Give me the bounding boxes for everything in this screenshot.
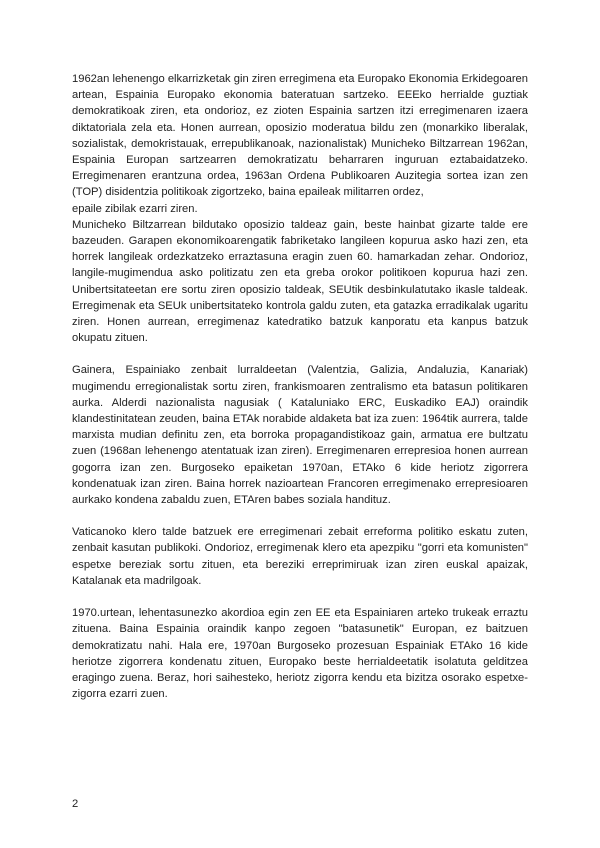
page-number: 2: [72, 798, 79, 810]
paragraph-munich-intro: 1962an lehenengo elkarrizketak gin ziren erregimena eta Europako Ekonomia Erkidegoaren artean, Espainia Europako ekonomia bateratuan sartzeko. EEEko herrialde guztiak demokratikoak ziren, eta ondorioz, ez zioten Espainia sartzen itzi erregimenaren izaera diktatoriala zela eta. Honen aurrean, oposizio moderatua bildu zen (monarkiko liberalak, sozialistak, demokristauak, errepublikanoak, nazionalistak) Municheko Biltzarrean 1962an, Espainia Europan sartzearren demokratizatu beharraren inguruan eztabaidatzeko. Erregimenaren erantzuna ordea, 1963an Ordena Publikoaren Auzitegia sortea izan zen (TOP) disidentzia politikoak zigortzeko, baina epaileak militarren ordez,: [72, 73, 528, 199]
paragraph-clergy: Vaticanoko klero talde batzuek ere erregimenari zebait erreforma politiko eskatu zuten, zenbait kasutan publikoki. Ondorioz, erregimenak klero eta apezpiku "gorri eta komunisten" espetxe bereziak sortu zituen, eta bereziki erreprimiruak izan ziren euskal apaizak, Katalanak eta madrilgoak.: [72, 526, 528, 587]
paragraph-spacer: [72, 346, 528, 362]
paragraph-1970-agreement: 1970.urtean, lehentasunezko akordioa egin zen EE eta Espainiaren arteko trukeak erraztu zituena. Baina Espainia oraindik kanpo zegoen "batasunetik" Europan, ez baitzuen demokratizatu nahi. Hala ere, 1970an Burgoseko prozesuan Espainiak ETAko 16 kide heriotze zigorrera kondenatu zituen, Europako beste herrialdeetatik isolatuta gelditzea eragingo zuena. Beraz, hori saihesteko, heriotz zigorra kendu eta bizitza osorako espetxe-zigorra ezarri zuen.: [72, 607, 528, 701]
paragraph-regionalism: Gainera, Espainiako zenbait lurraldeetan (Valentzia, Galizia, Andaluzia, Kanariak) mugimendu erregionalistak sortu ziren, frankismoaren zentralismo eta batasun politikaren aurka. Alderdi nazionalista nagusiak ( Kataluniako ERC, Euskadiko EAJ) oraindik klandestinitatean zeuden, baina ETAk norabide aldaketa bat iza zuen: 1964tik aurrera, talde marxista mudian definitu zen, eta borroka propagandistikoaz gain, armatua ere bultzatu zuen (1968an lehenengo atentatuak izan ziren). Erregimenaren errepresioa honen aurrean gogorra izan zen. Burgoseko epaiketan 1970an, ETAko 6 kide heriotz zigorrera kondenatuak izan ziren. Baina horrek nazioartean Francoren erregimenako errepresioaren aurkako kondena zabaldu zuen, ETAren babes soziala handituz.: [72, 364, 528, 507]
paragraph-opposition-groups: Municheko Biltzarrean bildutako oposizio taldeaz gain, beste hainbat gizarte talde ere bazeuden. Garapen ekonomikoarengatik fabriketako langileen kopurua asko hazi zen, eta horrek langileak ordezkatzeko erraztasuna eragin zuen 60. hamarkadan zehar. Ondorioz, langile-mugimendua asko politizatu zen eta greba orokor politikoen kopurua hazi zen. Unibertsitateetan ere sortu ziren oposizio taldeak, SEUtik desbinkulatutako ikasle taldeak. Erregimenak eta SEUk unibertsitateko kontrola galdu zuten, eta gatazka erradikalak ugaritu ziren. Honen aurrean, erregimenaz katedratiko batzuk kanporatu eta kanpus batzuk okupatu zituen.: [72, 218, 528, 345]
paragraph-civil-judges: epaile zibilak ezarri ziren.: [72, 202, 198, 215]
paragraph-spacer: [72, 508, 528, 524]
document-body: [72, 71, 528, 702]
paragraph-spacer: [72, 589, 528, 605]
